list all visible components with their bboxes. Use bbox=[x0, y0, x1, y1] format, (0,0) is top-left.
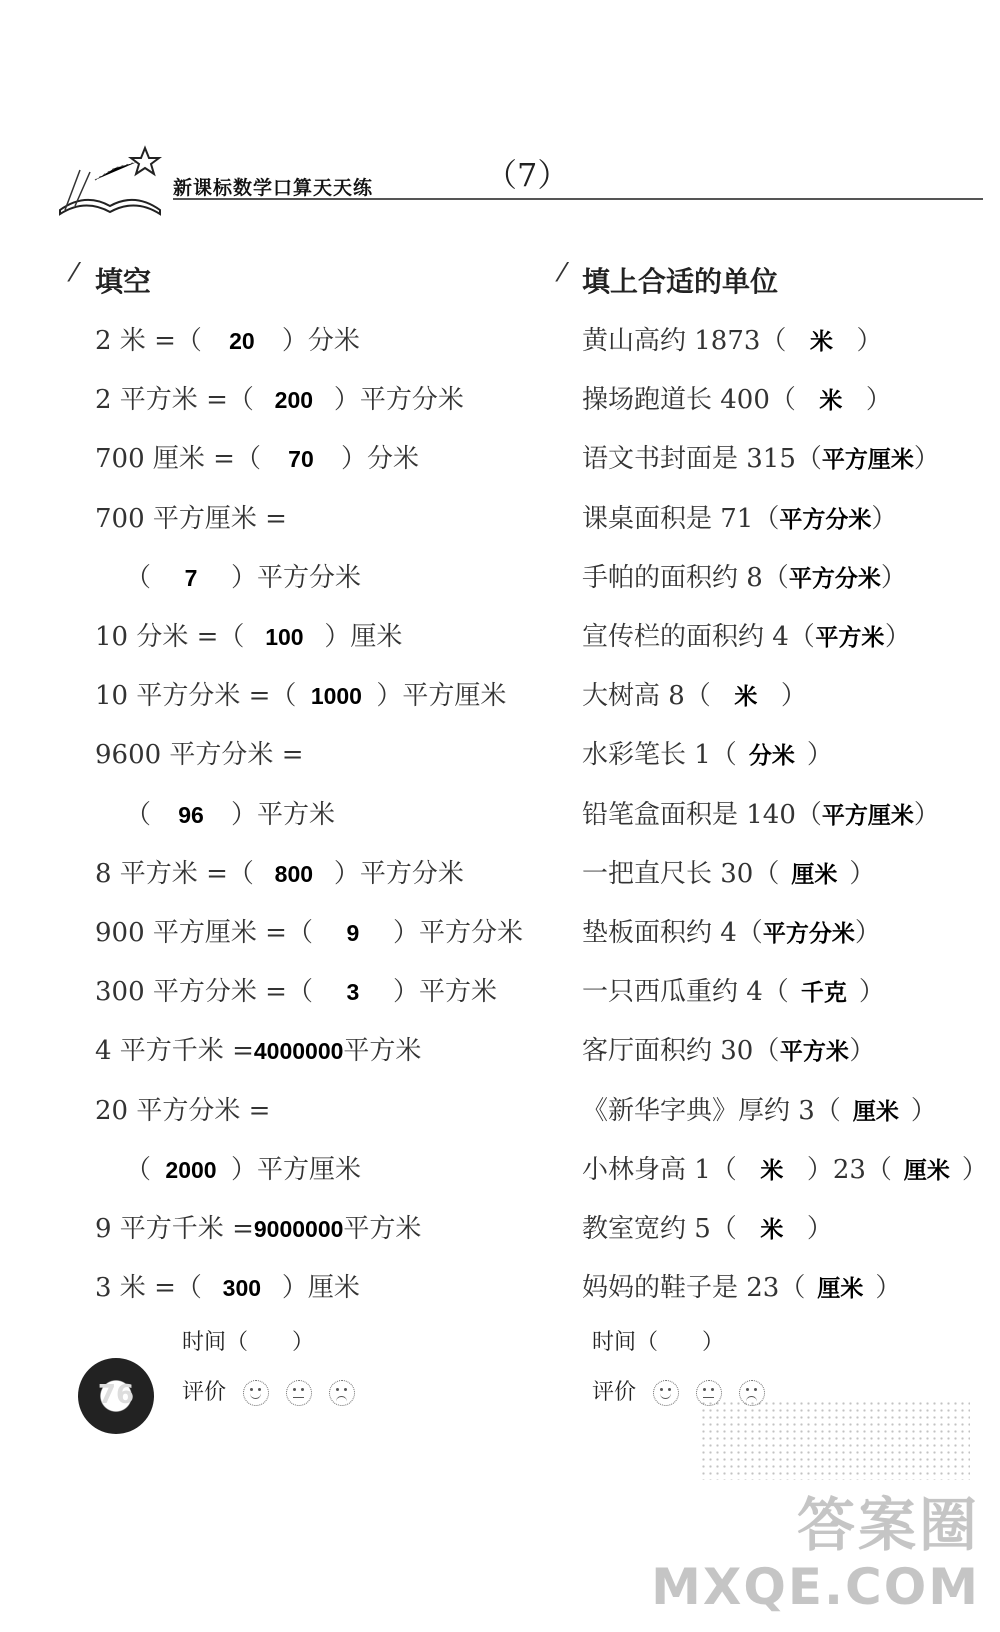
row-suffix: ）平方米 bbox=[392, 977, 497, 1008]
row-suffix: ）分米 bbox=[340, 444, 419, 475]
watermark-url: MXQE.COM bbox=[651, 1558, 980, 1616]
row-suffix: ）平方分米 bbox=[333, 858, 464, 889]
row-prefix: 手帕的面积约 8（ bbox=[582, 562, 789, 593]
answer-value[interactable]: 米 bbox=[760, 1156, 784, 1183]
answer-value[interactable]: 分米 bbox=[748, 742, 795, 769]
row-prefix: 操场跑道长 400（ bbox=[582, 385, 796, 416]
row-prefix: 黄山高约 1873（ bbox=[582, 326, 787, 356]
answer-value[interactable]: 3 bbox=[346, 979, 360, 1006]
answer-value[interactable]: 800 bbox=[274, 860, 314, 887]
row-suffix: ） bbox=[913, 799, 940, 830]
row-suffix: 平方米 bbox=[343, 1214, 422, 1244]
left-row bbox=[95, 853, 464, 890]
answer-value[interactable]: 米 bbox=[809, 328, 833, 354]
row-suffix: ）平方厘米 bbox=[376, 681, 507, 712]
row-suffix: ）平方分米 bbox=[333, 385, 464, 416]
answer-value[interactable]: 2000 bbox=[165, 1156, 217, 1183]
right-row bbox=[582, 1090, 937, 1127]
answer-value[interactable]: 4000000 bbox=[253, 1038, 344, 1065]
page-number: （7） bbox=[485, 156, 570, 194]
row-prefix: 3 米 =（ bbox=[95, 1273, 202, 1304]
row-prefix: 10 分米 =（ bbox=[95, 622, 245, 652]
row-suffix: ） bbox=[806, 1214, 833, 1244]
left-row bbox=[95, 1030, 421, 1067]
right-section-title: 填上合适的单位 bbox=[582, 265, 779, 298]
page-number-badge bbox=[78, 1358, 154, 1434]
right-row bbox=[582, 379, 892, 416]
row-suffix: ） bbox=[849, 1036, 876, 1067]
row-prefix: （ bbox=[125, 799, 152, 830]
row-suffix: ） bbox=[961, 1154, 988, 1185]
row-suffix: ） bbox=[880, 562, 907, 593]
left-row bbox=[125, 794, 335, 831]
row-suffix: ） bbox=[780, 681, 807, 712]
answer-value[interactable]: 9 bbox=[346, 920, 360, 946]
row-prefix: 课桌面积是 71（ bbox=[582, 503, 780, 534]
right-row bbox=[582, 1149, 988, 1186]
row-suffix: ）平方米 bbox=[231, 799, 336, 830]
row-prefix: 铅笔盒面积是 140（ bbox=[582, 799, 822, 830]
answer-value[interactable]: 平方分米 bbox=[762, 920, 855, 946]
row-suffix: ）平方分米 bbox=[231, 562, 362, 593]
answer-value[interactable]: 平方米 bbox=[779, 1038, 849, 1065]
left-row bbox=[95, 438, 419, 475]
section-marker-icon: ⁄ bbox=[560, 258, 565, 288]
row-suffix: ） bbox=[856, 326, 883, 356]
row-prefix: 700 厘米 =（ bbox=[95, 444, 261, 475]
row-suffix: ） bbox=[871, 503, 898, 534]
row-prefix: 小林身高 1（ bbox=[582, 1154, 737, 1185]
right-row bbox=[582, 971, 885, 1008]
answer-value[interactable]: 厘米 bbox=[903, 1156, 950, 1183]
open-book-star-icon bbox=[55, 140, 165, 220]
row-prefix: 宣传栏的面积约 4（ bbox=[582, 622, 815, 652]
answer-value[interactable]: 厘米 bbox=[852, 1097, 899, 1124]
row-prefix: 700 平方厘米 = bbox=[95, 503, 287, 534]
row-prefix: 一把直尺长 30（ bbox=[582, 858, 780, 889]
row-suffix: ） bbox=[854, 918, 881, 948]
row-prefix: 9 平方千米 = bbox=[95, 1214, 254, 1244]
rating-label: 评价 bbox=[182, 1380, 227, 1405]
left-row bbox=[95, 379, 464, 416]
row-suffix: ） bbox=[875, 1273, 902, 1304]
answer-value[interactable]: 平方分米 bbox=[788, 564, 881, 591]
row-prefix: 妈妈的鞋子是 23（ bbox=[582, 1273, 806, 1304]
page-header bbox=[55, 140, 935, 220]
left-row bbox=[95, 616, 402, 653]
left-row bbox=[125, 1149, 361, 1186]
answer-value[interactable]: 米 bbox=[819, 387, 843, 414]
left-section-title: 填空 bbox=[95, 265, 152, 298]
answer-value[interactable]: 平方厘米 bbox=[821, 801, 914, 828]
row-prefix: 一只西瓜重约 4（ bbox=[582, 977, 789, 1008]
right-row bbox=[582, 616, 911, 653]
answer-value[interactable]: 200 bbox=[274, 387, 314, 414]
right-row bbox=[582, 438, 940, 475]
answer-value[interactable]: 厘米 bbox=[817, 1275, 864, 1302]
left-row bbox=[95, 734, 303, 771]
row-prefix: （ bbox=[125, 562, 152, 593]
answer-value[interactable]: 厘米 bbox=[791, 860, 838, 887]
answer-value[interactable]: 20 bbox=[229, 328, 255, 354]
left-row bbox=[95, 498, 287, 535]
smile-face-icon[interactable] bbox=[653, 1380, 679, 1406]
sad-face-icon[interactable] bbox=[329, 1380, 355, 1406]
row-prefix: 语文书封面是 315（ bbox=[582, 444, 822, 475]
row-suffix: ） bbox=[849, 858, 876, 889]
header-divider bbox=[173, 198, 983, 200]
row-suffix: ） bbox=[913, 444, 940, 475]
series-title: 新课标数学口算天天练 bbox=[173, 177, 374, 199]
left-row bbox=[95, 971, 497, 1008]
row-prefix: 900 平方厘米 =（ bbox=[95, 918, 313, 948]
answer-value[interactable]: 平方厘米 bbox=[821, 446, 914, 473]
answer-value[interactable]: 米 bbox=[734, 683, 758, 710]
left-row bbox=[95, 1090, 270, 1127]
row-suffix: ） bbox=[884, 622, 911, 652]
watermark bbox=[580, 1478, 980, 1628]
row-prefix: 客厅面积约 30（ bbox=[582, 1036, 780, 1067]
row-prefix: 4 平方千米 = bbox=[95, 1036, 254, 1067]
right-row bbox=[582, 557, 907, 594]
section-marker-icon: ⁄ bbox=[72, 258, 77, 288]
left-row bbox=[95, 675, 506, 712]
smile-face-icon[interactable] bbox=[243, 1380, 269, 1406]
row-prefix: 教室宽约 5（ bbox=[582, 1214, 737, 1244]
left-row bbox=[95, 1208, 421, 1245]
right-row bbox=[582, 853, 875, 890]
decorative-dots bbox=[700, 1400, 970, 1480]
answer-value[interactable]: 千克 bbox=[800, 979, 847, 1006]
right-row bbox=[582, 320, 882, 357]
right-row bbox=[582, 498, 897, 535]
answer-value[interactable]: 9000000 bbox=[253, 1216, 344, 1242]
left-row bbox=[125, 557, 361, 594]
row-prefix: 300 平方分米 =（ bbox=[95, 977, 313, 1008]
right-row bbox=[582, 734, 833, 771]
answer-value[interactable]: 70 bbox=[288, 446, 314, 473]
row-suffix: ） bbox=[806, 740, 833, 771]
answer-value[interactable]: 米 bbox=[760, 1216, 784, 1242]
row-suffix: ） bbox=[858, 977, 885, 1008]
watermark-logo: 答案圈 bbox=[796, 1491, 980, 1559]
left-time-label: 时间（ ） bbox=[182, 1330, 315, 1355]
right-time-label: 时间（ ） bbox=[592, 1330, 725, 1355]
row-prefix: （ bbox=[125, 1154, 152, 1185]
left-rating bbox=[182, 1375, 355, 1406]
row-prefix: 8 平方米 =（ bbox=[95, 858, 254, 889]
row-prefix: 2 米 =（ bbox=[95, 326, 202, 356]
left-row bbox=[95, 320, 360, 357]
row-prefix: 垫板面积约 4（ bbox=[582, 918, 763, 948]
right-row bbox=[582, 794, 940, 831]
row-prefix: 水彩笔长 1（ bbox=[582, 740, 737, 771]
right-row bbox=[582, 1208, 833, 1245]
row-suffix: ）分米 bbox=[281, 326, 360, 356]
right-row bbox=[582, 1267, 901, 1304]
row-suffix: ） bbox=[865, 385, 892, 416]
row-suffix: ）厘米 bbox=[281, 1273, 360, 1304]
rating-label: 评价 bbox=[592, 1380, 637, 1405]
right-row bbox=[582, 1030, 875, 1067]
answer-value[interactable]: 96 bbox=[178, 801, 204, 828]
row-suffix: ）23（ bbox=[806, 1154, 892, 1185]
right-row bbox=[582, 912, 881, 949]
answer-value[interactable]: 300 bbox=[222, 1275, 262, 1302]
row-prefix: 20 平方分米 = bbox=[95, 1095, 271, 1126]
row-prefix: 《新华字典》厚约 3（ bbox=[582, 1095, 841, 1126]
row-prefix: 2 平方米 =（ bbox=[95, 385, 254, 416]
answer-value[interactable]: 平方米 bbox=[815, 624, 885, 650]
row-suffix: ）平方厘米 bbox=[231, 1154, 362, 1185]
row-suffix: ） bbox=[910, 1095, 937, 1126]
answer-value[interactable]: 100 bbox=[265, 624, 304, 650]
answer-value[interactable]: 7 bbox=[184, 564, 198, 591]
row-prefix: 10 平方分米 =（ bbox=[95, 681, 297, 712]
answer-value[interactable]: 平方分米 bbox=[779, 505, 872, 532]
left-row bbox=[95, 912, 523, 949]
left-row bbox=[95, 1267, 360, 1304]
neutral-face-icon[interactable] bbox=[286, 1380, 312, 1406]
row-suffix: ）平方分米 bbox=[392, 918, 523, 948]
row-prefix: 大树高 8（ bbox=[582, 681, 711, 712]
answer-value[interactable]: 1000 bbox=[310, 683, 362, 710]
row-suffix: 平方米 bbox=[343, 1036, 422, 1067]
row-suffix: ）厘米 bbox=[324, 622, 403, 652]
badge-number: 76 bbox=[97, 1380, 135, 1410]
right-row bbox=[582, 675, 807, 712]
row-prefix: 9600 平方分米 = bbox=[95, 740, 304, 771]
